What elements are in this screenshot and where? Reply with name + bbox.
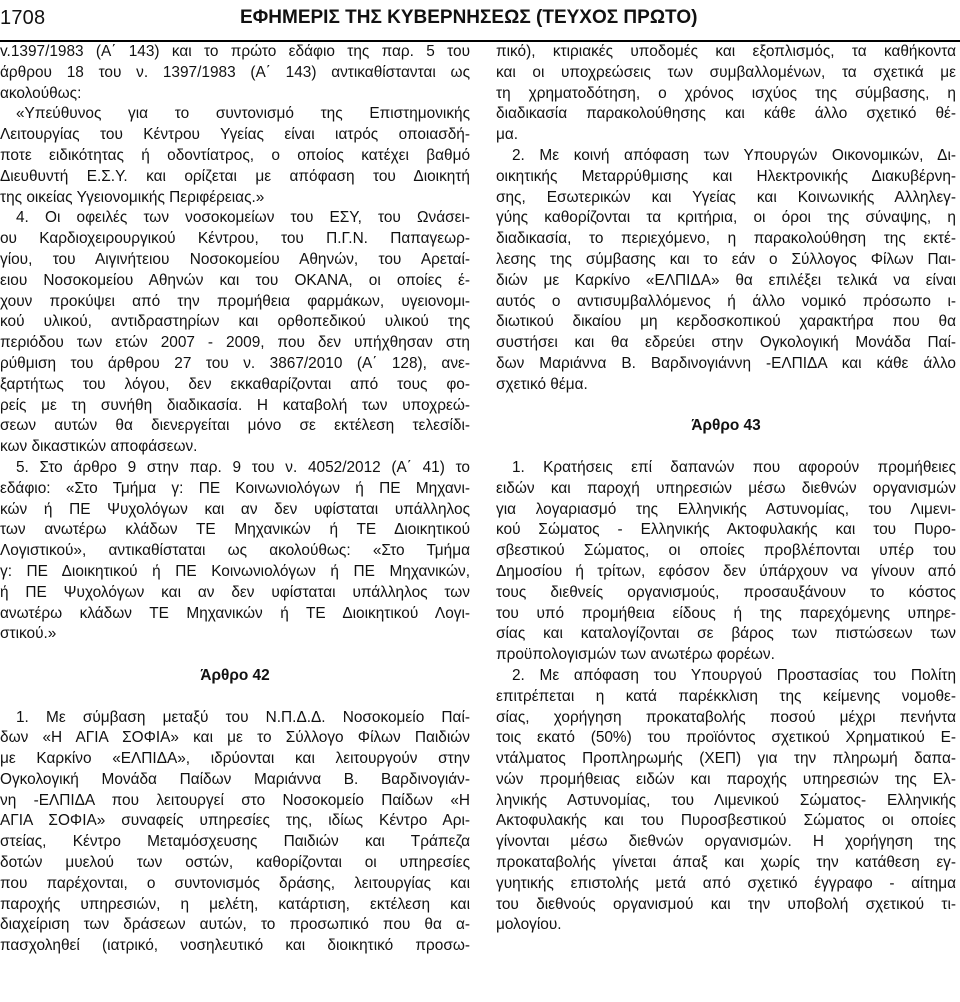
text-line: νη -ΕΛΠΙΔΑ που λειτουργεί στο Νοσοκομείο Παίδων «Η bbox=[0, 791, 470, 809]
text-line: γυητικής επιστολής μετά από σχετικό έγγραφο - αίτημα bbox=[496, 874, 956, 892]
text-line: μολογίου. bbox=[496, 916, 562, 934]
text-line: ανωτέρω κλάδων ΤΕ Μηχανικών ή ΤΕ Διοικητικού Λογι- bbox=[0, 604, 470, 622]
text-line: Ογκολογική Μονάδα Παίδων Μαριάννα Β. Βαρδινογιάν- bbox=[0, 770, 470, 788]
text-line: ποτε ειδικότητας ή οδοντίατρος, ο οποίος κατέχει βαθμό bbox=[0, 146, 470, 164]
text-line: περιόδου των ετών 2007 - 2009, που δεν υπήχθησαν στη bbox=[0, 334, 470, 352]
text-line: τοις εκατό (50%) του προϊόντος σχετικού Χρηματικού Ε- bbox=[496, 729, 956, 747]
text-line: 4. Οι οφειλές των νοσοκομείων του ΕΣΥ, του Ωνάσει- bbox=[16, 209, 470, 227]
text-line: αυτός ο αντισυμβαλλόμενος ή άλλο νομικό πρόσωπο ι- bbox=[496, 292, 956, 310]
article-heading: Άρθρο 43 bbox=[691, 417, 761, 435]
text-line: ειου Νοσοκομείου Αθηνών και του ΟΚΑΝΑ, οι οποίες έ- bbox=[0, 271, 470, 289]
text-line: ρείς με τη συνήθη διαδικασία. Η καταβολή των υποχρεώ- bbox=[0, 396, 470, 414]
text-line: 5. Στο άρθρο 9 στην παρ. 9 του ν. 4052/2012 (Α΄ 41) το bbox=[16, 458, 470, 476]
paragraph-gap bbox=[0, 645, 470, 666]
text-line: 2. Με κοινή απόφαση των Υπουργών Οικονομικών, Δι- bbox=[512, 146, 956, 164]
text-line: άρθρου 18 του ν. 1397/1983 (Α΄ 143) αντικαθίστανται ως bbox=[0, 63, 470, 81]
left-column bbox=[0, 42, 470, 957]
text-line: 2. Με απόφαση του Υπουργού Προστασίας του Πολίτη bbox=[512, 666, 956, 684]
paragraph-gap bbox=[496, 396, 956, 417]
article-heading: Άρθρο 42 bbox=[200, 666, 270, 684]
text-line: νών προμήθειας ειδών και παροχής υπηρεσιών της Ελ- bbox=[496, 770, 956, 788]
text-line: εδάφιο: «Στο Τμήμα γ: ΠΕ Κοινωνιολόγων ή ΠΕ Μηχανι- bbox=[0, 479, 470, 497]
text-line: διαδικασία, το περιεχόμενο, η παρακολούθηση της εκτέ- bbox=[496, 230, 956, 248]
text-line: με Καρκίνο «ΕΛΠΙΔΑ», ιδρύονται και λειτουργούν στην bbox=[0, 750, 470, 768]
text-line: διών με Καρκίνο «ΕΛΠΙΔΑ» θα επιλέξει τελικά να είναι bbox=[496, 271, 956, 289]
page-header bbox=[0, 6, 960, 42]
text-line: χουν προκύψει από την προμήθεια φαρμάκων, υγειονομι- bbox=[0, 292, 470, 310]
text-line: που παρέχονται, ο συντονισμός δράσης, λειτουργίας και bbox=[0, 874, 470, 892]
text-line: κού υλικού, αντιδραστηρίων και ορθοπεδικού υλικού της bbox=[0, 313, 470, 331]
text-line: οικητικής Μεταρρύθμισης και Ηλεκτρονικής Διακυβέρνη- bbox=[496, 167, 956, 185]
text-line: Ακτοφυλακής και του Πυροσβεστικού Σώματος οι οποίες bbox=[496, 812, 956, 830]
text-line: σίας, χορήγηση προκαταβολής ποσού μέχρι πενήντα bbox=[496, 708, 956, 726]
text-line: σβεστικού Σώματος, οι οποίες προβλέπονται υπέρ του bbox=[496, 542, 956, 560]
text-line: διωτικού δικαίου μη κερδοσκοπικού χαρακτήρα που θα bbox=[496, 313, 956, 331]
text-line: ρύθμιση του άρθρου 27 του ν. 3867/2010 (Α΄ 128), ανε- bbox=[0, 354, 470, 372]
text-line: «Υπεύθυνος για το συντονισμό της Επιστημονικής bbox=[16, 105, 470, 123]
text-line: ληνικής Αστυνομίας, του Λιμενικού Σώματος- Ελληνικής bbox=[496, 791, 956, 809]
text-line: σεων αυτών θα διενεργείται μόνο σε εκτέλεση τελεσίδι- bbox=[0, 417, 470, 435]
text-line: γίου, του Αιγινήτειου Νοσοκομείου Αθηνών, του Αρεταί- bbox=[0, 250, 470, 268]
text-line: του διεθνούς οργανισμού και την υποβολή σχετικού τι- bbox=[496, 895, 956, 913]
text-line: σης, Εσωτερικών και Υγείας και Κοινωνικής Αλληλεγ- bbox=[496, 188, 956, 206]
right-column bbox=[496, 42, 956, 936]
text-line: των ανωτέρω κλάδων ΤΕ Μηχανικών ή ΤΕ Διοικητικού bbox=[0, 521, 470, 539]
text-line: ξαρτήτως του λόγου, δεν εκκαθαρίζονται από τους φο- bbox=[0, 375, 470, 393]
text-line: Διευθυντή Ε.Σ.Υ. και ορίζεται με απόφαση του Διοικητή bbox=[0, 167, 470, 185]
text-line: Λογιστικού», αντικαθίσταται ως ακολούθως: «Στο Τμήμα bbox=[0, 542, 470, 560]
text-line: σχετικό θέμα. bbox=[496, 375, 588, 393]
text-line: ακολούθως: bbox=[0, 84, 82, 102]
text-line: ντάλματος Προπληρωμής (ΧΕΠ) για την πληρωμή δαπα- bbox=[496, 750, 956, 768]
text-line: πασχοληθεί (ιατρικό, νοσηλευτικό και διοικητικό προσω- bbox=[0, 937, 470, 955]
text-line: κών ή ΠΕ Ψυχολόγων και αν δεν υφίσταται υπάλληλος bbox=[0, 500, 470, 518]
text-line: Δημοσίου ή τρίτων, εφόσον δεν ύπάρχουν να γίνουν από bbox=[496, 562, 956, 580]
text-line: v.1397/1983 (Α΄ 143) και το πρώτο εδάφιο της παρ. 5 του bbox=[0, 43, 470, 60]
text-line: ΑΓΙΑ ΣΟΦΙΑ» συναφείς υπηρεσίες της, ιδίως Κέντρο Αρι- bbox=[0, 812, 470, 830]
text-line: κού Σώματος - Ελληνικής Ακτοφυλακής και του Πυρο- bbox=[496, 521, 956, 539]
text-line: διαδικασία παρακολούθησης και κάθε άλλο σχετικό θέ- bbox=[496, 105, 956, 123]
text-line: μα. bbox=[496, 126, 519, 144]
text-line: και οι υποχρεώσεις των συμβαλλομένων, τα σχετικά με bbox=[496, 63, 956, 81]
text-line: δων «Η ΑΓΙΑ ΣΟΦΙΑ» και με το Σύλλογο Φίλων Παιδιών bbox=[0, 729, 470, 747]
text-line: σίας και καταλογίζονται σε βάρος των πιστώσεων των bbox=[496, 625, 956, 643]
text-line: λεσης της σύμβασης και το εάν ο Σύλλογος Φίλων Παι- bbox=[496, 250, 956, 268]
text-line: γίνονται μέσω διεθνών οργανισμών. Η χορήγηση της bbox=[496, 833, 956, 851]
text-line: παροχής υπηρεσιών, η μελέτη, κατάρτιση, εκτέλεση και bbox=[0, 895, 470, 913]
text-line: για λογαριασμό της Ελληνικής Αστυνομίας, του Λιμενι- bbox=[496, 500, 956, 518]
text-line: στικού.» bbox=[0, 625, 57, 643]
text-line: του υπό προμήθεια είδους ή της παρεχόμενης υπηρε- bbox=[496, 604, 956, 622]
text-line: δοτών μυελού των οστών, καθορίζονται οι υπηρεσίες bbox=[0, 854, 470, 872]
text-line: ειδών και παροχή υπηρεσιών μέσω διεθνών οργανισμών bbox=[496, 479, 956, 497]
text-line: 1. Με σύμβαση μεταξύ του Ν.Π.Δ.Δ. Νοσοκομείο Παί- bbox=[16, 708, 470, 726]
text-line: πικό), κτιριακές υποδομές και εξοπλισμός, τα καθήκοντα bbox=[496, 43, 956, 60]
text-line: προϋπολογισμών των ανωτέρω φορέων. bbox=[496, 646, 775, 664]
text-line: κων δικαστικών αποφάσεων. bbox=[0, 438, 198, 456]
text-line: στείας, Κέντρο Μεταμόσχευσης Παιδιών και Τράπεζα bbox=[0, 833, 470, 851]
text-line: επιτρέπεται η κατά παρέκκλιση της κείμενης νομοθε- bbox=[496, 687, 956, 705]
text-line: διαχείριση των δράσεων αυτών, το προσωπικό που θα α- bbox=[0, 916, 470, 934]
text-line: της οικείας Υγειονομικής Περιφέρειας.» bbox=[0, 188, 265, 206]
text-line: δων Μαριάννα Β. Βαρδινογιάννη -ΕΛΠΙΔΑ και κάθε άλλο bbox=[496, 354, 956, 372]
page-number: 1708 bbox=[0, 7, 46, 29]
text-line: γύης καθορίζονται τα κριτήρια, οι όροι της σύναψης, η bbox=[496, 209, 956, 227]
text-line: προκαταβολής γίνεται άπαξ και χωρίς την κατάθεση εγ- bbox=[496, 854, 956, 872]
text-line: συστήσει και θα εδρεύει στην Ογκολογική Μονάδα Παί- bbox=[496, 334, 956, 352]
text-line: Λειτουργίας του Κέντρου Υγείας είναι ιατρός οποιασδή- bbox=[0, 126, 470, 144]
text-line: ου Καρδιοχειρουργικού Κέντρου, του Π.Γ.Ν. Παπαγεωρ- bbox=[0, 230, 470, 248]
text-line: τη χρηματοδότηση, ο χρόνος ισχύος της σύμβασης, η bbox=[496, 84, 956, 102]
text-line: γ: ΠΕ Διοικητικού ή ΠΕ Κοινωνιολόγων ή ΠΕ Μηχανικών, bbox=[0, 562, 470, 580]
text-line: τους διεθνείς οργανισμούς, προσαυξάνουν το κόστος bbox=[496, 583, 956, 601]
text-line: ή ΠΕ Ψυχολόγων και αν δεν υφίσταται υπάλληλος των bbox=[0, 583, 470, 601]
text-line: 1. Κρατήσεις επί δαπανών που αφορούν προμήθειες bbox=[512, 458, 956, 476]
gazette-title: ΕΦΗΜΕΡΙΣ ΤΗΣ ΚΥΒΕΡΝΗΣΕΩΣ (ΤΕΥΧΟΣ ΠΡΩΤΟ) bbox=[240, 7, 698, 28]
paragraph-gap bbox=[496, 437, 956, 458]
paragraph-gap bbox=[0, 687, 470, 708]
